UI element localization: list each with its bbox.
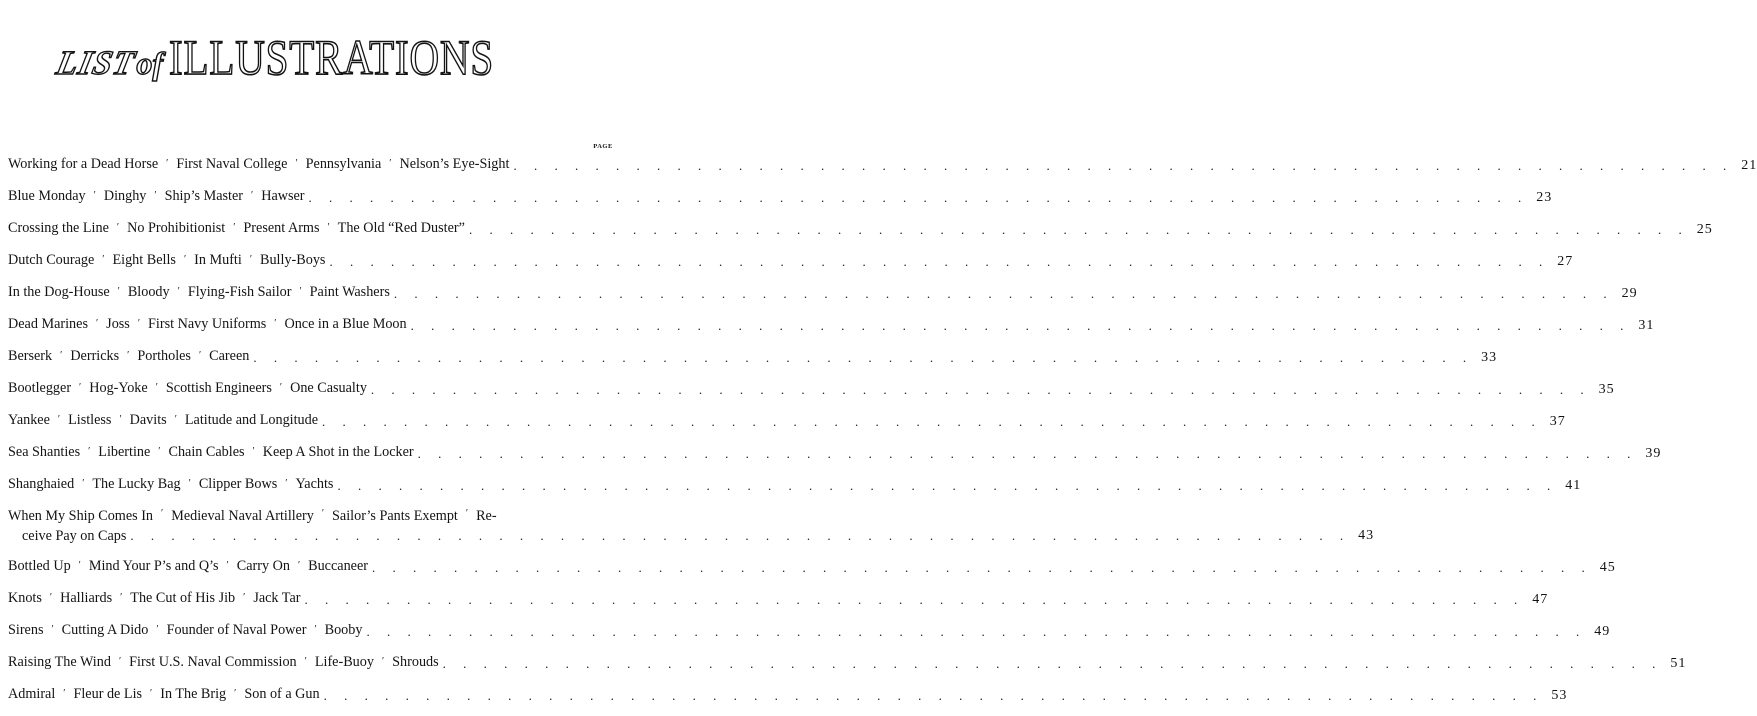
page-number: 49 bbox=[1594, 624, 1611, 639]
item-separator: ′ bbox=[119, 414, 122, 425]
toc-entry bbox=[8, 506, 1375, 546]
item-separator: ′ bbox=[389, 158, 392, 169]
item-separator: ′ bbox=[155, 382, 158, 393]
illustration-title[interactable]: In Mufti bbox=[194, 252, 242, 268]
page-number: 51 bbox=[1670, 656, 1687, 671]
illustration-title[interactable]: Fleur de Lis bbox=[73, 686, 143, 702]
toc-entry bbox=[8, 652, 1687, 674]
dot-leader: . . . . . . . . . . . . . . . . . . . . . . . . . . . . . . . . . . . . . . . . . . . . . . . . . . . . . . . . . . . . bbox=[130, 528, 1351, 543]
item-separator: ′ bbox=[93, 190, 96, 201]
illustration-title[interactable]: Portholes bbox=[137, 348, 191, 364]
dot-leader: . . . . . . . . . . . . . . . . . . . . . . . . . . . . . . . . . . . . . . . . . . . . . . . . . . . . . . . . . . . . bbox=[468, 222, 1689, 237]
illustration-title[interactable]: Keep A Shot in the Locker bbox=[262, 444, 414, 460]
illustration-title[interactable]: Davits bbox=[129, 412, 167, 428]
item-separator: ′ bbox=[88, 446, 91, 457]
illustration-title[interactable]: Derricks bbox=[70, 348, 120, 364]
page-number: 53 bbox=[1551, 688, 1568, 703]
illustration-title[interactable]: Dinghy bbox=[103, 188, 147, 204]
item-separator: ′ bbox=[321, 508, 325, 519]
item-separator: ′ bbox=[249, 254, 252, 265]
item-separator: ′ bbox=[279, 382, 283, 393]
illustration-title[interactable]: Shanghaied bbox=[8, 476, 75, 492]
item-separator: ′ bbox=[82, 478, 85, 489]
item-separator: ′ bbox=[299, 286, 302, 297]
illustration-title[interactable]: The Lucky Bag bbox=[92, 476, 181, 492]
illustration-title[interactable]: Buccaneer bbox=[308, 558, 368, 574]
item-separator: ′ bbox=[304, 656, 307, 667]
illustration-title[interactable]: Berserk bbox=[8, 348, 53, 364]
illustration-title[interactable]: Yachts bbox=[295, 476, 334, 492]
page-number: 39 bbox=[1645, 446, 1662, 461]
toc-entry bbox=[8, 474, 1582, 496]
illustration-title[interactable]: Chain Cables bbox=[168, 444, 245, 460]
toc-entry-items bbox=[8, 620, 362, 642]
toc-entry bbox=[8, 556, 1616, 578]
toc-entry bbox=[8, 218, 1713, 240]
dot-leader: . . . . . . . . . . . . . . . . . . . . . . . . . . . . . . . . . . . . . . . . . . . . . . . . . . . . . . . . . . . . bbox=[372, 560, 1592, 575]
illustration-title[interactable]: Carry On bbox=[236, 558, 290, 574]
toc-entry bbox=[8, 378, 1615, 400]
page-title bbox=[0, 28, 622, 88]
illustration-title[interactable]: Careen bbox=[209, 348, 250, 364]
dot-leader: . . . . . . . . . . . . . . . . . . . . . . . . . . . . . . . . . . . . . . . . . . . . . . . . . . . . . . . . . . . . bbox=[323, 688, 1544, 703]
item-separator: ′ bbox=[117, 286, 120, 297]
illustration-title[interactable]: First Navy Uniforms bbox=[148, 316, 267, 332]
item-separator: ′ bbox=[137, 318, 141, 329]
illustration-title[interactable]: When My Ship Comes In bbox=[8, 508, 154, 524]
illustration-title[interactable]: Shrouds bbox=[392, 654, 439, 670]
toc-entry-items bbox=[8, 186, 305, 208]
item-separator: ′ bbox=[233, 222, 236, 233]
page-number: 37 bbox=[1549, 414, 1566, 429]
page-number: 23 bbox=[1536, 190, 1553, 205]
page-number: 41 bbox=[1565, 478, 1582, 493]
item-separator: ′ bbox=[251, 190, 254, 201]
title-list-word: LIST bbox=[52, 45, 139, 82]
item-separator: ′ bbox=[118, 656, 122, 667]
illustration-title[interactable]: Yankee bbox=[8, 412, 50, 428]
dot-leader: . . . . . . . . . . . . . . . . . . . . . . . . . . . . . . . . . . . . . . . . . . . . . . . . . . . . . . . . . . . . bbox=[329, 254, 1550, 269]
title-of-word: of bbox=[136, 45, 163, 81]
illustration-title[interactable]: Bully-Boys bbox=[260, 252, 326, 268]
illustration-title[interactable]: Founder of Naval Power bbox=[166, 622, 307, 638]
illustration-title[interactable]: Dead Marines bbox=[8, 316, 88, 332]
page-number: 45 bbox=[1599, 560, 1616, 575]
toc-entry bbox=[8, 154, 1757, 176]
illustration-title[interactable]: No Prohibitionist bbox=[127, 220, 226, 236]
page-number: 27 bbox=[1557, 254, 1574, 269]
toc-entry bbox=[8, 282, 1638, 304]
item-separator: ′ bbox=[285, 478, 288, 489]
page-number: 47 bbox=[1532, 592, 1549, 607]
illustration-title[interactable]: Sailor’s Pants Exempt bbox=[332, 508, 458, 524]
illustration-title[interactable]: Jack Tar bbox=[253, 590, 301, 606]
page-number: 43 bbox=[1358, 528, 1375, 543]
item-separator: ′ bbox=[95, 318, 99, 329]
illustration-title[interactable]: Eight Bells bbox=[112, 252, 176, 268]
illustration-title[interactable]: Flying-Fish Sailor bbox=[187, 284, 292, 300]
toc-entry bbox=[8, 442, 1662, 464]
illustration-title[interactable]: Sea Shanties bbox=[8, 444, 81, 460]
dot-leader: . . . . . . . . . . . . . . . . . . . . . . . . . . . . . . . . . . . . . . . . . . . . . . . . . . . . . . . . . . . . bbox=[337, 478, 1558, 493]
dot-leader: . . . . . . . . . . . . . . . . . . . . . . . . . . . . . . . . . . . . . . . . . . . . . . . . . . . . . . . . . . . . bbox=[304, 592, 1525, 607]
illustration-title[interactable]: Mind Your P’s and Q’s bbox=[88, 558, 219, 574]
item-separator: ′ bbox=[234, 688, 237, 699]
toc-entry-items bbox=[8, 556, 368, 578]
illustration-title[interactable]: Blue Monday bbox=[8, 188, 86, 204]
illustration-title[interactable]: Life-Buoy bbox=[314, 654, 374, 670]
item-separator: ′ bbox=[177, 286, 180, 297]
toc-entry bbox=[8, 410, 1566, 432]
page-number: 21 bbox=[1741, 158, 1757, 173]
illustration-title[interactable]: First U.S. Naval Commission bbox=[129, 654, 297, 670]
item-separator: ′ bbox=[226, 560, 229, 571]
illustration-title[interactable]: Present Arms bbox=[243, 220, 320, 236]
title-illustrations-word: ILLUSTRATIONS bbox=[169, 29, 494, 85]
illustration-title[interactable]: The Old “Red Duster” bbox=[337, 220, 465, 236]
page-number: 25 bbox=[1696, 222, 1713, 237]
illustration-title[interactable]: Scottish Engineers bbox=[165, 380, 272, 396]
item-separator: ′ bbox=[102, 254, 105, 265]
item-separator: ′ bbox=[51, 624, 54, 635]
item-separator: ′ bbox=[78, 560, 81, 571]
item-separator: ′ bbox=[465, 508, 469, 519]
dot-leader: . . . . . . . . . . . . . . . . . . . . . . . . . . . . . . . . . . . . . . . . . . . . . . . . . . . . . . . . . . . . bbox=[513, 158, 1734, 173]
item-separator: ′ bbox=[60, 350, 63, 361]
item-separator: ′ bbox=[161, 508, 164, 519]
dot-leader: . . . . . . . . . . . . . . . . . . . . . . . . . . . . . . . . . . . . . . . . . . . . . . . . . . . . . . . . . . . . bbox=[417, 446, 1638, 461]
item-separator: ′ bbox=[150, 688, 153, 699]
item-separator: ′ bbox=[183, 254, 187, 265]
item-separator: ′ bbox=[116, 222, 120, 233]
illustration-title[interactable]: Clipper Bows bbox=[198, 476, 278, 492]
item-separator: ′ bbox=[166, 158, 169, 169]
illustration-title[interactable]: Sirens bbox=[8, 622, 44, 638]
illustration-title[interactable]: Joss bbox=[106, 316, 130, 332]
illustration-title[interactable]: Crossing the Line bbox=[8, 220, 109, 236]
item-separator: ′ bbox=[79, 382, 82, 393]
illustration-title[interactable]: Knots bbox=[8, 590, 42, 606]
item-separator: ′ bbox=[49, 592, 53, 603]
toc-entry-line bbox=[8, 506, 1374, 526]
illustration-title[interactable]: In the Dog-House bbox=[8, 284, 110, 300]
illustration-title[interactable]: Hog-Yoke bbox=[89, 380, 148, 396]
illustration-title[interactable]: Medieval Naval Artillery bbox=[171, 508, 314, 524]
toc-entry-items bbox=[8, 684, 320, 706]
illustration-title[interactable]: Listless bbox=[68, 412, 112, 428]
illustration-title[interactable]: Latitude and Longitude bbox=[184, 412, 319, 428]
dot-leader: . . . . . . . . . . . . . . . . . . . . . . . . . . . . . . . . . . . . . . . . . . . . . . . . . . . . . . . . . . . . bbox=[410, 318, 1631, 333]
page-number: 29 bbox=[1621, 286, 1638, 301]
illustration-title[interactable]: Bootlegger bbox=[8, 380, 72, 396]
item-separator: ′ bbox=[154, 190, 157, 201]
item-separator: ′ bbox=[188, 478, 191, 489]
dot-leader: . . . . . . . . . . . . . . . . . . . . . . . . . . . . . . . . . . . . . . . . . . . . . . . . . . . . . . . . . . . . bbox=[370, 382, 1591, 397]
illustration-title[interactable]: The Cut of His Jib bbox=[130, 590, 236, 606]
toc-entry-items bbox=[8, 442, 414, 464]
item-separator: ′ bbox=[297, 560, 301, 571]
toc-entry bbox=[8, 314, 1655, 336]
dot-leader: . . . . . . . . . . . . . . . . . . . . . . . . . . . . . . . . . . . . . . . . . . . . . . . . . . . . . . . . . . . . bbox=[253, 350, 1474, 365]
page-number: 35 bbox=[1598, 382, 1615, 397]
item-separator: ′ bbox=[295, 158, 298, 169]
illustration-title[interactable]: Cutting A Dido bbox=[61, 622, 149, 638]
illustration-title[interactable]: One Casualty bbox=[290, 380, 367, 396]
illustration-title[interactable]: Admiral bbox=[8, 686, 56, 702]
toc-entry bbox=[8, 186, 1553, 208]
toc-entry-items bbox=[8, 378, 367, 400]
illustration-title[interactable]: Re- bbox=[476, 508, 497, 524]
illustration-title[interactable]: Pennsylvania bbox=[305, 156, 382, 172]
illustration-title[interactable]: Raising The Wind bbox=[8, 654, 111, 670]
dot-leader: . . . . . . . . . . . . . . . . . . . . . . . . . . . . . . . . . . . . . . . . . . . . . . . . . . . . . . . . . . . . bbox=[366, 624, 1587, 639]
toc-entry-items bbox=[8, 154, 509, 176]
toc-entry bbox=[8, 684, 1568, 706]
toc-entry-items bbox=[8, 314, 407, 336]
item-separator: ′ bbox=[198, 350, 202, 361]
toc-entry-items bbox=[8, 652, 439, 674]
toc-entry bbox=[8, 250, 1574, 272]
illustration-title[interactable]: In The Brig bbox=[160, 686, 227, 702]
illustration-title[interactable]: Nelson’s Eye-Sight bbox=[399, 156, 510, 172]
illustration-title[interactable]: Halliards bbox=[60, 590, 113, 606]
dot-leader: . . . . . . . . . . . . . . . . . . . . . . . . . . . . . . . . . . . . . . . . . . . . . . . . . . . . . . . . . . . . bbox=[308, 190, 1529, 205]
page-number: 31 bbox=[1638, 318, 1655, 333]
toc-entry-items bbox=[8, 282, 390, 304]
item-separator: ′ bbox=[252, 446, 255, 457]
page-number: 33 bbox=[1481, 350, 1498, 365]
illustration-title[interactable]: First Naval College bbox=[176, 156, 288, 172]
illustration-title[interactable]: Once in a Blue Moon bbox=[284, 316, 407, 332]
item-separator: ′ bbox=[243, 592, 246, 603]
item-separator: ′ bbox=[57, 414, 61, 425]
illustration-title[interactable]: Hawser bbox=[261, 188, 305, 204]
illustration-title[interactable]: Working for a Dead Horse bbox=[8, 156, 159, 172]
illustrations-list bbox=[8, 154, 1757, 716]
item-separator: ′ bbox=[174, 414, 177, 425]
illustration-title[interactable]: Paint Washers bbox=[309, 284, 390, 300]
toc-entry-items bbox=[8, 474, 333, 496]
illustration-title[interactable]: Bottled Up bbox=[8, 558, 71, 574]
toc-entry-items bbox=[8, 346, 249, 368]
item-separator: ′ bbox=[156, 624, 159, 635]
item-separator: ′ bbox=[381, 656, 385, 667]
toc-entry-items bbox=[8, 588, 301, 610]
toc-entry bbox=[8, 346, 1498, 368]
item-separator: ′ bbox=[120, 592, 123, 603]
illustration-title[interactable]: Libertine bbox=[98, 444, 151, 460]
illustration-title[interactable]: Bloody bbox=[127, 284, 170, 300]
dot-leader: . . . . . . . . . . . . . . . . . . . . . . . . . . . . . . . . . . . . . . . . . . . . . . . . . . . . . . . . . . . . bbox=[442, 656, 1663, 671]
toc-entry-items bbox=[8, 250, 325, 272]
toc-entry bbox=[8, 620, 1611, 642]
dot-leader: . . . . . . . . . . . . . . . . . . . . . . . . . . . . . . . . . . . . . . . . . . . . . . . . . . . . . . . . . . . . bbox=[322, 414, 1542, 429]
page-column-header: PAGE bbox=[593, 143, 613, 150]
illustration-title[interactable]: Son of a Gun bbox=[244, 686, 320, 702]
illustration-title[interactable]: ceive Pay on Caps bbox=[22, 528, 127, 544]
item-separator: ′ bbox=[63, 688, 66, 699]
item-separator: ′ bbox=[274, 318, 277, 329]
item-separator: ′ bbox=[158, 446, 161, 457]
toc-entry-items bbox=[8, 410, 318, 432]
toc-entry-body bbox=[8, 506, 1374, 546]
item-separator: ′ bbox=[127, 350, 130, 361]
toc-entry bbox=[8, 588, 1549, 610]
illustration-title[interactable]: Ship’s Master bbox=[164, 188, 244, 204]
illustration-title[interactable]: Dutch Courage bbox=[8, 252, 95, 268]
item-separator: ′ bbox=[314, 624, 317, 635]
illustration-title[interactable]: Booby bbox=[324, 622, 363, 638]
dot-leader: . . . . . . . . . . . . . . . . . . . . . . . . . . . . . . . . . . . . . . . . . . . . . . . . . . . . . . . . . . . . bbox=[393, 286, 1614, 301]
toc-entry-line bbox=[8, 526, 1374, 546]
toc-entry-items bbox=[8, 218, 465, 240]
item-separator: ′ bbox=[327, 222, 330, 233]
